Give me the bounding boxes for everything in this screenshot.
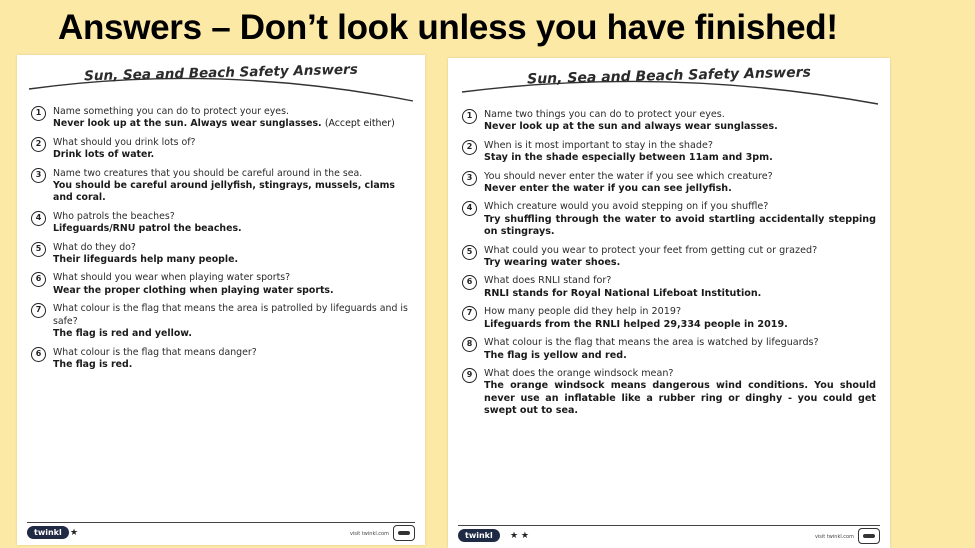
- answer-text: Drink lots of water.: [53, 149, 155, 161]
- answer-text: Try shuffling through the water to avoid startling accidentally stepping on stingrays.: [484, 213, 876, 238]
- worksheet-title: Sun, Sea and Beach Safety Answers: [526, 64, 812, 88]
- question-text: What colour is the flag that means danger?: [53, 346, 257, 358]
- question-number: 6: [462, 275, 477, 290]
- answer-text: You should be careful around jellyfish, stingrays, mussels, clams and coral.: [53, 180, 396, 204]
- answer-text: The flag is yellow and red.: [484, 349, 627, 361]
- question-number: 1: [462, 109, 477, 124]
- difficulty-stars: ★: [70, 528, 79, 538]
- question-text: What should you drink lots of?: [53, 136, 196, 148]
- question-text: Who patrols the beaches?: [53, 210, 175, 222]
- difficulty-stars: ★ ★: [510, 531, 529, 541]
- slide-heading: Answers – Don’t look unless you have finished!: [58, 8, 838, 47]
- badge-icon: [858, 528, 880, 544]
- question-number: 6: [31, 272, 46, 287]
- question-text: Which creature would you avoid stepping on if you shuffle?: [484, 201, 769, 213]
- footer-divider: [458, 525, 880, 526]
- badge-icon: [393, 525, 415, 541]
- visit-link: visit twinkl.com: [814, 534, 854, 540]
- answer-text: Stay in the shade especially between 11am and 3pm.: [484, 152, 773, 164]
- answer-text: The flag is red and yellow.: [53, 328, 192, 340]
- qa-item: [462, 201, 876, 238]
- qa-item: [31, 106, 411, 131]
- question-number: 5: [462, 245, 477, 260]
- answer-text: Lifeguards/RNU patrol the beaches.: [53, 223, 242, 235]
- answer-text: Lifeguards from the RNLI helped 29,334 people in 2019.: [484, 318, 788, 330]
- question-number: 7: [31, 303, 46, 318]
- qa-item: [31, 168, 411, 205]
- question-text: What could you wear to protect your feet from getting cut or grazed?: [484, 244, 818, 256]
- question-number: 2: [31, 137, 46, 152]
- question-number: 2: [462, 140, 477, 155]
- answer-text: Wear the proper clothing when playing water sports.: [53, 284, 334, 296]
- qa-item: [462, 337, 876, 362]
- question-text: How many people did they help in 2019?: [484, 306, 682, 318]
- worksheet-left: [17, 55, 425, 545]
- visit-link: visit twinkl.com: [349, 531, 389, 537]
- qa-item: [462, 368, 876, 418]
- answer-text: The flag is red.: [53, 358, 133, 370]
- qa-item: [462, 306, 876, 331]
- qa-item: [462, 275, 876, 300]
- twinkl-logo: twinkl: [27, 526, 69, 539]
- question-text: You should never enter the water if you see which creature?: [484, 170, 773, 182]
- answer-text: The orange windsock means dangerous wind conditions. You should never use an inflatable like a rubber ring or dinghy - you could get swept out to sea.: [484, 380, 876, 417]
- qa-item: [31, 347, 411, 372]
- answer-text: Their lifeguards help many people.: [53, 254, 239, 266]
- question-number: 7: [462, 306, 477, 321]
- qa-item: [462, 171, 876, 196]
- question-text: What colour is the flag that means the area is watched by lifeguards?: [484, 337, 819, 349]
- question-text: Name something you can do to protect your eyes.: [53, 106, 289, 117]
- accept-note: (Accept either): [324, 118, 395, 130]
- answer-text: Never enter the water if you can see jellyfish.: [484, 183, 732, 195]
- qa-list: [462, 109, 876, 424]
- question-text: What do they do?: [53, 241, 136, 253]
- question-text: What should you wear when playing water sports?: [53, 272, 291, 284]
- qa-list: [31, 106, 411, 377]
- answer-text: Never look up at the sun. Always wear sunglasses. (Accept either): [53, 118, 395, 130]
- question-text: What colour is the flag that means the area is patrolled by lifeguards and is safe?: [53, 303, 408, 327]
- question-text: What does RNLI stand for?: [484, 275, 612, 287]
- question-number: 4: [462, 201, 477, 216]
- qa-item: [462, 109, 876, 134]
- qa-item: [31, 211, 411, 236]
- question-number: 4: [31, 211, 46, 226]
- question-text: Name two things you can do to protect your eyes.: [484, 109, 725, 120]
- worksheet-title: Sun, Sea and Beach Safety Answers: [84, 61, 358, 85]
- twinkl-logo: twinkl: [458, 529, 500, 542]
- question-text: When is it most important to stay in the shade?: [484, 139, 713, 151]
- question-number: 1: [31, 106, 46, 121]
- answer-text: Never look up at the sun and always wear sunglasses.: [484, 121, 778, 133]
- question-number: 5: [31, 242, 46, 257]
- qa-item: [31, 272, 411, 297]
- qa-item: [462, 140, 876, 165]
- answer-text: RNLI stands for Royal National Lifeboat Institution.: [484, 287, 762, 299]
- footer-divider: [27, 522, 415, 523]
- question-number: 6: [31, 347, 46, 362]
- question-number: 3: [31, 168, 46, 183]
- worksheet-right: [448, 58, 890, 548]
- question-text: Name two creatures that you should be careful around in the sea.: [53, 167, 363, 179]
- question-text: What does the orange windsock mean?: [484, 367, 674, 379]
- question-number: 3: [462, 171, 477, 186]
- qa-item: [31, 137, 411, 162]
- question-number: 8: [462, 337, 477, 352]
- qa-item: [462, 245, 876, 270]
- qa-item: [31, 303, 411, 340]
- question-number: 9: [462, 368, 477, 383]
- qa-item: [31, 242, 411, 267]
- answer-text: Try wearing water shoes.: [484, 257, 621, 269]
